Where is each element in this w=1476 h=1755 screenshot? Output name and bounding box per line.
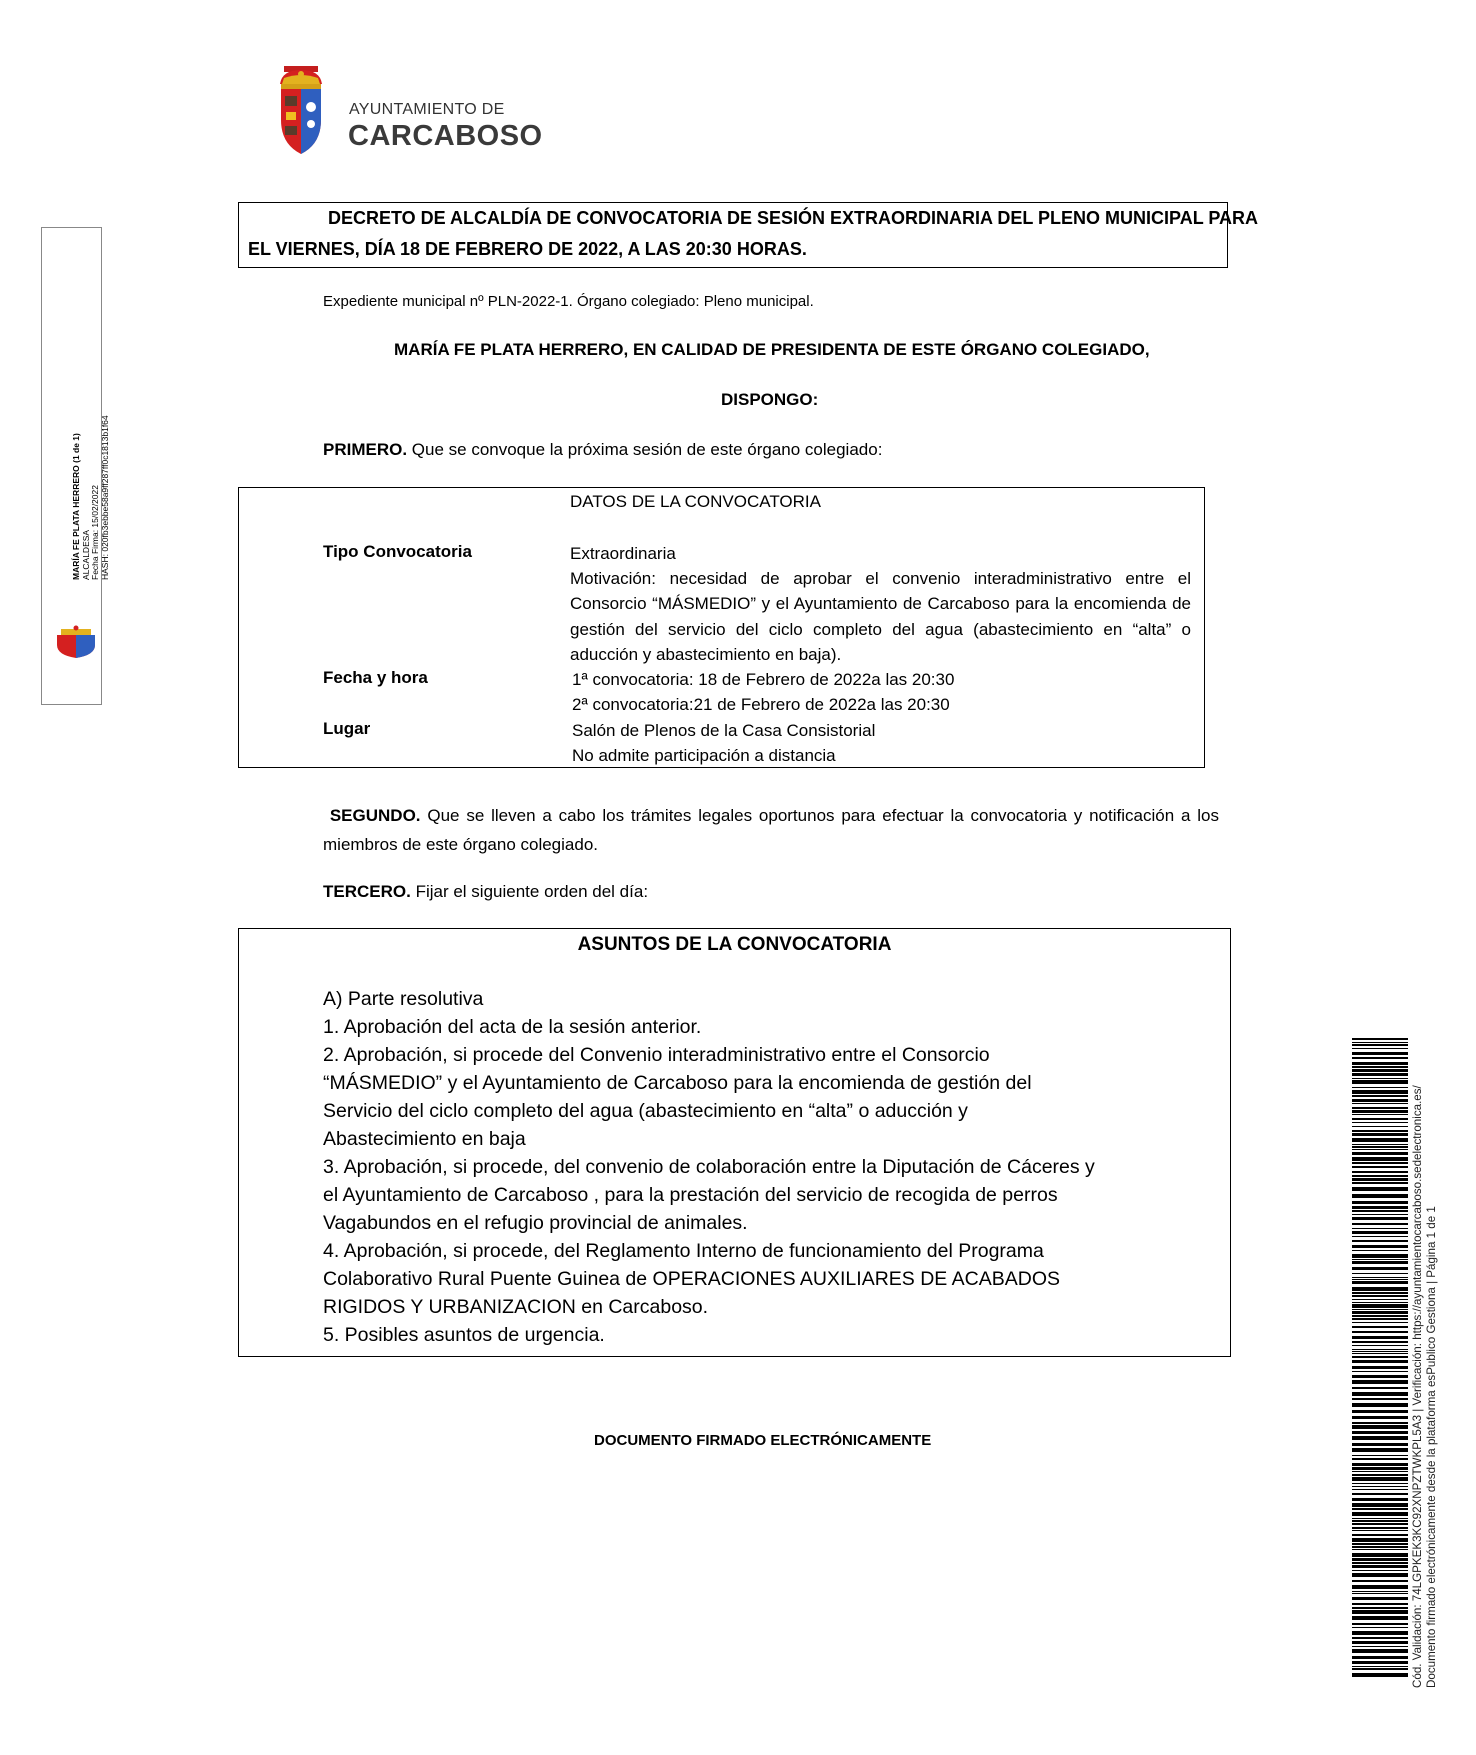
barcode-bar <box>1352 1471 1408 1472</box>
barcode-bar <box>1352 1422 1408 1424</box>
barcode-bar <box>1352 1166 1408 1168</box>
barcode-bar <box>1352 1580 1408 1582</box>
asunto-line: 4. Aprobación, si procede, del Reglamento Interno de funcionamiento del Programa <box>323 1240 1044 1262</box>
barcode-bar <box>1352 1627 1408 1628</box>
asunto-line: Abastecimiento en baja <box>323 1128 526 1150</box>
barcode-bar <box>1352 1152 1408 1155</box>
barcode-bar <box>1352 1277 1408 1278</box>
lugar-value-2: No admite participación a distancia <box>572 746 836 765</box>
segundo-paragraph <box>323 801 1219 859</box>
barcode-bar <box>1352 1543 1408 1545</box>
barcode-bar <box>1352 1279 1408 1280</box>
barcode-bar <box>1352 1178 1408 1181</box>
barcode-bar <box>1352 1069 1408 1072</box>
fecha-convocatoria-2: 2ª convocatoria:21 de Febrero de 2022a las 20:30 <box>572 695 950 714</box>
barcode-bar <box>1352 1661 1408 1664</box>
barcode-bar <box>1352 1503 1408 1507</box>
dispongo-heading: DISPONGO: <box>721 390 819 409</box>
barcode-bar <box>1352 1570 1408 1571</box>
barcode-bar <box>1352 1099 1408 1102</box>
lugar-value-1: Salón de Plenos de la Casa Consistorial <box>572 721 876 740</box>
barcode-bar <box>1352 1126 1408 1127</box>
barcode-bar <box>1352 1133 1408 1136</box>
asunto-line: el Ayuntamiento de Carcaboso , para la prestación del servicio de recogida de perros <box>323 1184 1058 1206</box>
barcode-bar <box>1352 1281 1408 1284</box>
barcode-bar <box>1352 1562 1408 1564</box>
tipo-convocatoria-value: Extraordinaria <box>570 544 676 563</box>
stamp-signer: MARÍA FE PLATA HERRERO (1 de 1) <box>71 433 81 580</box>
barcode-bar <box>1352 1623 1408 1625</box>
asunto-line: 2. Aprobación, si procede del Convenio interadministrativo entre el Consorcio <box>323 1044 990 1066</box>
barcode-bar <box>1352 1558 1408 1561</box>
barcode-bar <box>1352 1078 1408 1079</box>
barcode-bar <box>1352 1122 1408 1123</box>
barcode-bar <box>1352 1206 1408 1209</box>
barcode-bar <box>1352 1345 1408 1346</box>
barcode-bar <box>1352 1448 1408 1452</box>
barcode-bar <box>1352 1038 1408 1040</box>
asunto-line: Servicio del ciclo completo del agua (abastecimiento en “alta” o aducción y <box>323 1100 968 1122</box>
barcode-bar <box>1352 1553 1408 1557</box>
tercero-paragraph <box>323 882 648 902</box>
barcode-bar <box>1352 1366 1408 1369</box>
asuntos-heading: ASUNTOS DE LA CONVOCATORIA <box>577 934 892 955</box>
signature-stamp-text <box>72 415 110 580</box>
barcode-bar <box>1352 1455 1408 1456</box>
barcode-bar <box>1352 1318 1408 1320</box>
barcode-bar <box>1352 1118 1408 1120</box>
barcode-bar <box>1352 1107 1408 1109</box>
barcode-bar <box>1352 1273 1408 1274</box>
barcode-bar <box>1352 1673 1408 1677</box>
barcode-bar <box>1352 1387 1408 1389</box>
asunto-urgencia: 5. Posibles asuntos de urgencia. <box>323 1324 605 1346</box>
barcode-bar <box>1352 1637 1408 1639</box>
barcode-bar <box>1352 1052 1408 1055</box>
barcode-bar <box>1352 1416 1408 1419</box>
barcode-bar <box>1352 1518 1408 1519</box>
barcode-bar <box>1352 1371 1408 1372</box>
segundo-label: SEGUNDO. <box>329 806 421 825</box>
barcode-bar <box>1352 1425 1408 1429</box>
barcode-bar <box>1352 1138 1408 1142</box>
barcode-bar <box>1352 1231 1408 1234</box>
barcode-bar <box>1352 1322 1408 1323</box>
barcode-bar <box>1352 1351 1408 1352</box>
barcode-bar <box>1352 1044 1408 1046</box>
barcode-bar <box>1352 1508 1408 1510</box>
barcode-bar <box>1352 1182 1408 1184</box>
barcode-bar <box>1352 1130 1408 1132</box>
stamp-role: ALCALDESA <box>80 529 91 580</box>
asunto-line: 1. Aprobación del acta de la sesión anterior. <box>323 1016 702 1038</box>
barcode-bar <box>1352 1299 1408 1300</box>
barcode-bar <box>1352 1261 1408 1264</box>
barcode-bar <box>1352 1474 1408 1476</box>
barcode-bar <box>1352 1175 1408 1177</box>
barcode-bar <box>1352 1095 1408 1097</box>
barcode-icon <box>1352 1038 1408 1678</box>
barcode-bar <box>1352 1591 1408 1592</box>
barcode-bar <box>1352 1259 1408 1260</box>
org-name-line2: CARCABOSO <box>348 120 543 152</box>
barcode-bar <box>1352 1656 1408 1659</box>
expediente-text: Expediente municipal nº PLN-2022-1. Órgano colegiado: Pleno municipal. <box>323 293 814 310</box>
barcode-bar <box>1352 1360 1408 1363</box>
barcode-bar <box>1352 1610 1408 1614</box>
fecha-convocatoria-1: 1ª convocatoria: 18 de Febrero de 2022a las 20:30 <box>572 670 955 689</box>
barcode-bar <box>1352 1546 1408 1548</box>
barcode-bar <box>1352 1530 1408 1531</box>
barcode-bar <box>1352 1668 1408 1670</box>
presidenta-heading: MARÍA FE PLATA HERRERO, EN CALIDAD DE PRESIDENTA DE ESTE ÓRGANO COLEGIADO, <box>394 340 1150 359</box>
barcode-bar <box>1352 1304 1408 1308</box>
asunto-line: Colaborativo Rural Puente Guinea de OPERACIONES AUXILIARES DE ACABADOS <box>323 1268 1061 1290</box>
verification-platform: Documento firmado electrónicamente desde la plataforma esPublico Gestiona | Página 1 de 1 <box>1425 1206 1438 1688</box>
barcode-bar <box>1352 1217 1408 1220</box>
barcode-bar <box>1352 1287 1408 1291</box>
barcode-bar <box>1352 1398 1408 1400</box>
barcode-bar <box>1352 1331 1408 1333</box>
barcode-bar <box>1352 1157 1408 1161</box>
firmado-electronicamente: DOCUMENTO FIRMADO ELECTRÓNICAMENTE <box>594 1432 932 1449</box>
barcode-bar <box>1352 1254 1408 1258</box>
barcode-bar <box>1352 1236 1408 1237</box>
barcode-bar <box>1352 1631 1408 1635</box>
segundo-text: Que se lleven a cabo los trámites legales oportunos para efectuar la convocatoria y notificación a los miembros de este órgano colegiado. <box>323 806 1219 854</box>
barcode-bar <box>1352 1194 1408 1198</box>
barcode-bar <box>1352 1336 1408 1339</box>
barcode-bar <box>1352 1463 1408 1466</box>
tercero-text: Fijar el siguiente orden del día: <box>410 882 649 901</box>
barcode-bar <box>1352 1114 1408 1115</box>
barcode-bar <box>1352 1443 1408 1446</box>
barcode-bar <box>1352 1603 1408 1605</box>
barcode-bar <box>1352 1146 1408 1148</box>
barcode-bar <box>1352 1392 1408 1396</box>
barcode-bar <box>1352 1250 1408 1251</box>
barcode-bar <box>1352 1062 1408 1065</box>
fecha-hora-label: Fecha y hora <box>323 668 428 687</box>
barcode-bar <box>1352 1534 1408 1536</box>
barcode-bar <box>1352 1353 1408 1354</box>
barcode-bar <box>1352 1431 1408 1434</box>
barcode-bar <box>1352 1597 1408 1600</box>
barcode-bar <box>1352 1073 1408 1076</box>
barcode-bar <box>1352 1267 1408 1270</box>
barcode-bar <box>1352 1090 1408 1094</box>
motivacion-text: Motivación: necesidad de aprobar el convenio interadministrativo entre el Consorcio “MÁSMEDIO” y el Ayuntamiento de Carcaboso para la encomienda de gestión del servicio del ciclo completo del agua (abastecimiento en “alta” o aducción y abastecimiento en baja). <box>570 569 1191 664</box>
primero-text: Que se convoque la próxima sesión de este órgano colegiado: <box>407 440 883 459</box>
asunto-line: “MÁSMEDIO” y el Ayuntamiento de Carcaboso para la encomienda de gestión del <box>323 1072 1032 1094</box>
barcode-bar <box>1352 1649 1408 1653</box>
barcode-bar <box>1352 1356 1408 1358</box>
barcode-bar <box>1352 1467 1408 1470</box>
barcode-bar <box>1352 1066 1408 1068</box>
barcode-bar <box>1352 1295 1408 1297</box>
barcode-bar <box>1352 1103 1408 1104</box>
barcode-bar <box>1352 1375 1408 1378</box>
barcode-bar <box>1352 1210 1408 1212</box>
barcode-bar <box>1352 1486 1408 1487</box>
barcode-bar <box>1352 1349 1408 1350</box>
coat-of-arms-icon <box>272 62 330 162</box>
barcode-bar <box>1352 1315 1408 1317</box>
barcode-bar <box>1352 1187 1408 1191</box>
document-title-line1: DECRETO DE ALCALDÍA DE CONVOCATORIA DE SESIÓN EXTRAORDINARIA DEL PLENO MUNICIPAL PARA <box>328 208 1259 228</box>
barcode-bar <box>1352 1042 1408 1043</box>
asuntos-list <box>323 985 1203 1321</box>
barcode-bar <box>1352 1311 1408 1314</box>
barcode-bar <box>1352 1087 1408 1088</box>
barcode-bar <box>1352 1223 1408 1225</box>
document-title-line2: EL VIERNES, DÍA 18 DE FEBRERO DE 2022, A LAS 20:30 HORAS. <box>248 239 807 259</box>
barcode-bar <box>1352 1436 1408 1440</box>
barcode-bar <box>1352 1201 1408 1204</box>
barcode-bar <box>1352 1512 1408 1516</box>
barcode-bar <box>1352 1144 1408 1145</box>
stamp-hash: HASH: 020fb3ebbe58a9ff287ff0c1813b1f64 <box>99 415 110 580</box>
barcode-bar <box>1352 1565 1408 1568</box>
barcode-bar <box>1352 1483 1408 1484</box>
asunto-line: Vagabundos en el refugio provincial de animales. <box>323 1212 748 1234</box>
barcode-bar <box>1352 1646 1408 1647</box>
barcode-bar <box>1352 1666 1408 1667</box>
barcode-bar <box>1352 1228 1408 1229</box>
barcode-bar <box>1352 1326 1408 1328</box>
barcode-bar <box>1352 1549 1408 1550</box>
barcode-bar <box>1352 1520 1408 1522</box>
barcode-bar <box>1352 1292 1408 1294</box>
org-name-line1: AYUNTAMIENTO DE <box>349 101 505 118</box>
barcode-bar <box>1352 1080 1408 1084</box>
primero-paragraph <box>323 440 882 460</box>
barcode-bar <box>1352 1240 1408 1242</box>
barcode-bar <box>1352 1641 1408 1644</box>
barcode-bar <box>1352 1149 1408 1150</box>
lugar-label: Lugar <box>323 719 371 738</box>
barcode-bar <box>1352 1410 1408 1413</box>
barcode-bar <box>1352 1309 1408 1310</box>
barcode-bar <box>1352 1162 1408 1164</box>
barcode-bar <box>1352 1498 1408 1501</box>
datos-heading: DATOS DE LA CONVOCATORIA <box>570 492 821 511</box>
verification-code: Cód. Validación: 74LGPKEK3KC92XNPZTWKPL5A3 | Verificación: https://ayuntamientocarcaboso.sedelectronica.es/ <box>1411 1085 1424 1688</box>
asunto-line: 3. Aprobación, si procede, del convenio de colaboración entre la Diputación de Cáceres y <box>323 1156 1095 1178</box>
stamp-logo-icon <box>51 625 101 659</box>
barcode-bar <box>1352 1538 1408 1542</box>
barcode-bar <box>1352 1171 1408 1173</box>
barcode-bar <box>1352 1245 1408 1248</box>
tercero-label: TERCERO. <box>323 882 411 901</box>
barcode-bar <box>1352 1458 1408 1460</box>
asunto-line: RIGIDOS Y URBANIZACION en Carcaboso. <box>323 1296 709 1318</box>
barcode-bar <box>1352 1616 1408 1620</box>
barcode-bar <box>1352 1593 1408 1594</box>
barcode-bar <box>1352 1057 1408 1059</box>
primero-label: PRIMERO. <box>323 440 408 459</box>
barcode-bar <box>1352 1110 1408 1113</box>
stamp-date: Fecha Firma: 15/02/2022 <box>90 485 100 580</box>
barcode-bar <box>1352 1403 1408 1407</box>
asunto-line: A) Parte resolutiva <box>323 988 484 1010</box>
barcode-bar <box>1352 1380 1408 1384</box>
barcode-bar <box>1352 1477 1408 1481</box>
barcode-bar <box>1352 1302 1408 1303</box>
barcode-bar <box>1352 1573 1408 1577</box>
barcode-bar <box>1352 1048 1408 1049</box>
barcode-bar <box>1352 1527 1408 1529</box>
barcode-bar <box>1352 1607 1408 1609</box>
verification-text <box>1411 1085 1439 1688</box>
barcode-bar <box>1352 1489 1408 1490</box>
barcode-bar <box>1352 1341 1408 1343</box>
barcode-bar <box>1352 1585 1408 1589</box>
barcode-bar <box>1352 1214 1408 1215</box>
tipo-convocatoria-label: Tipo Convocatoria <box>323 542 472 561</box>
barcode-bar <box>1352 1523 1408 1525</box>
barcode-bar <box>1352 1493 1408 1495</box>
